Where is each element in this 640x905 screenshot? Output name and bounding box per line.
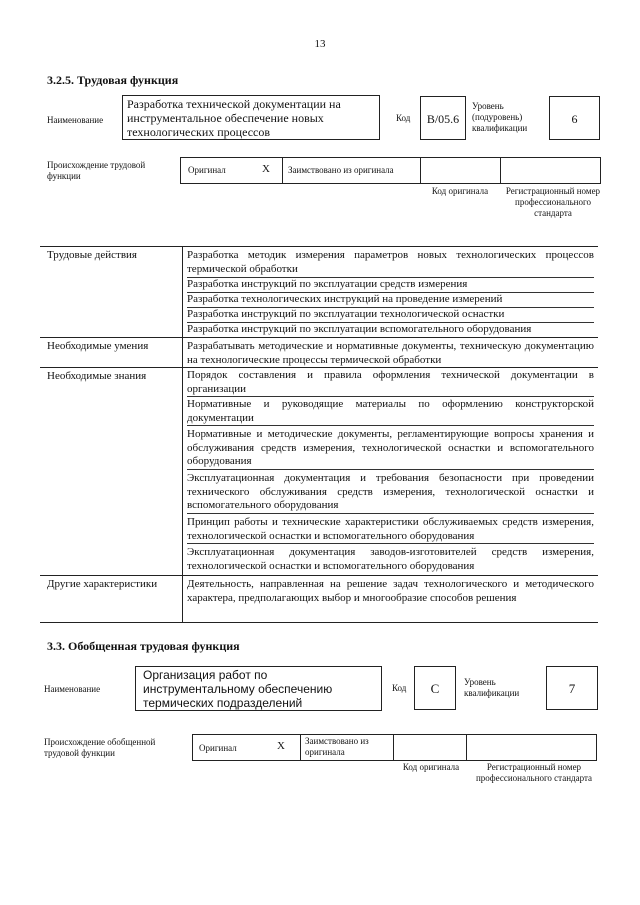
name-label-2: Наименование [44, 684, 101, 694]
name-label: Наименование [47, 115, 104, 125]
level-label: Уровень (подуровень) квалификации [472, 101, 528, 133]
level-label-2: Уровень квалификации [464, 677, 520, 698]
original-label-2: Оригинал [199, 743, 237, 753]
origin-box-2 [192, 734, 597, 761]
origin-label-2: Происхождение обобщенной трудовой функции [44, 737, 156, 758]
reg-number-label: Регистрационный номер профессионального стандарта [505, 186, 601, 218]
original-mark: X [262, 163, 270, 175]
action-item: Разработка технологических инструкций на проведение измерений [187, 293, 594, 308]
original-mark-2: X [277, 740, 285, 752]
name-box-2 [135, 666, 382, 711]
row-label-actions: Трудовые действия [47, 249, 137, 261]
code-original-label: Код оригинала [431, 186, 489, 196]
borrowed-label-2: Заимствовано из оригинала [305, 736, 369, 757]
code-original-label-2: Код оригинала [402, 762, 460, 772]
level-value: 6 [549, 96, 600, 140]
code-label-2: Код [392, 683, 407, 693]
knowledge-item: Эксплуатационная документация заводов-изготовителей средств измерения, технологической оснастки и вспомогательного оборудования [187, 546, 594, 572]
code-value-2: C [414, 666, 456, 710]
knowledge-item: Принцип работы и технические характеристики обслуживаемых средств измерения, технологической оснастки и вспомогательного оборудования [187, 516, 594, 544]
section-heading-2: 3.3. Обобщенная трудовая функция [47, 639, 240, 653]
skill-item: Разрабатывать методические и нормативные документы, техническую документацию на технологические процессы термической обработки [187, 340, 594, 366]
name-box [122, 95, 380, 140]
knowledge-item: Порядок составления и правила оформления технической документации в организации [187, 369, 594, 397]
row-label-knowledge: Необходимые знания [47, 370, 147, 382]
knowledge-item: Эксплуатационная документация и требования безопасности при проведении технического обслуживания средств измерения, технологической оснастки и вспомогательного оборудования [187, 472, 594, 514]
name-value-2: Организация работ по инструментальному обеспечению термических подразделений [143, 668, 333, 710]
code-label: Код [396, 113, 411, 123]
code-value: B/05.6 [420, 96, 466, 140]
action-item: Разработка инструкций по эксплуатации вспомогательного оборудования [187, 323, 532, 335]
row-label-other: Другие характеристики [47, 578, 158, 590]
other-item: Деятельность, направленная на решение задач технологического и методического характера, предполагающих выбор и многообразие способов решения [187, 578, 594, 604]
reg-number-label-2: Регистрационный номер профессионального стандарта [475, 762, 593, 783]
row-label-skills: Необходимые умения [47, 340, 149, 352]
knowledge-item: Нормативные и методические документы, регламентирующие вопросы хранения и обслуживания средств измерения, технологической оснастки и вспомогательного оборудования [187, 428, 594, 470]
section-heading: 3.2.5. Трудовая функция [47, 73, 179, 87]
page-number: 13 [314, 38, 326, 50]
origin-label: Происхождение трудовой функции [47, 160, 146, 181]
knowledge-item: Нормативные и руководящие материалы по оформлению конструкторской документации [187, 398, 594, 426]
original-label: Оригинал [188, 165, 226, 175]
borrowed-label: Заимствовано из оригинала [288, 165, 394, 175]
action-item: Разработка инструкций по эксплуатации средств измерения [187, 278, 594, 293]
action-item: Разработка методик измерения параметров новых технологических процессов термической обработки [187, 249, 594, 278]
action-item: Разработка инструкций по эксплуатации технологической оснастки [187, 308, 594, 323]
level-value-2: 7 [546, 666, 598, 710]
name-value: Разработка технической документации на инструментальное обеспечение новых технологических процессов [127, 97, 341, 139]
